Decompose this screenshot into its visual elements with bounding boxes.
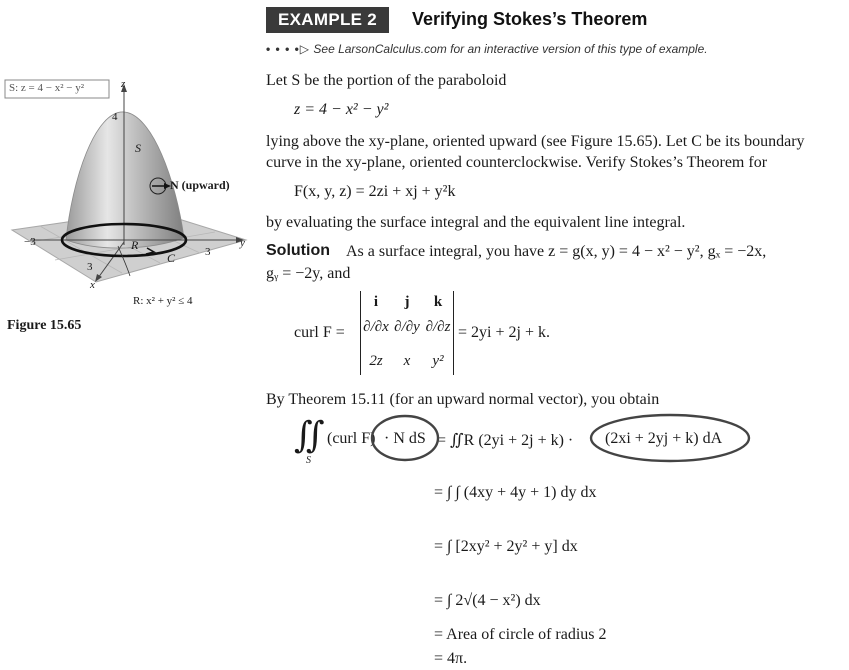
- curl-lhs: curl F =: [294, 324, 345, 341]
- det-cell-r2c3: ∂/∂z: [425, 319, 451, 335]
- equation-vector-field: F(x, y, z) = 2zi + xj + y²k: [294, 183, 456, 200]
- integral-1-left: (curl F): [327, 430, 376, 447]
- line-3: = ∫ [2xy² + 2y² + y] dx: [434, 538, 578, 555]
- integral-1-circled-2: (2xi + 2yj + k) dA: [605, 430, 723, 447]
- label-r: R: [131, 238, 139, 252]
- det-cell-r2c2: ∂/∂y: [394, 319, 420, 335]
- tick-neg3: −3: [24, 236, 36, 248]
- paragraph-3: by evaluating the surface integral and the equivalent line integral.: [266, 214, 686, 231]
- label-s: S: [135, 141, 141, 155]
- paragraph-4: By Theorem 15.11 (for an upward normal vector), you obtain: [266, 391, 660, 408]
- axis-y-label: y: [240, 237, 245, 249]
- example-badge: EXAMPLE 2: [266, 7, 389, 33]
- surface-label: S: z = 4 − x² − y²: [9, 82, 85, 94]
- det-cell-r3c3: y²: [432, 353, 444, 369]
- solution-label: Solution: [266, 242, 330, 259]
- circle-highlight-ndS: [372, 416, 438, 460]
- det-cell-r1c1: i: [373, 294, 379, 310]
- paragraph-2-line-2: curve in the xy-plane, oriented counterclockwise. Verify Stokes’s Theorem for: [266, 154, 768, 171]
- det-cell-r1c3: k: [433, 294, 443, 310]
- det-cell-r3c2: x: [403, 353, 411, 369]
- label-n: N (upward): [170, 178, 230, 192]
- subscript-s: S: [306, 455, 311, 466]
- det-cell-r2c1: ∂/∂x: [363, 319, 389, 335]
- tick-4: 4: [112, 111, 118, 123]
- line-5: = Area of circle of radius 2: [434, 626, 607, 643]
- axis-z-label: z: [121, 78, 126, 90]
- curl-rhs: = 2yi + 2j + k.: [458, 324, 550, 341]
- paragraph-1: Let S be the portion of the paraboloid: [266, 72, 507, 89]
- line-2: = ∫ ∫ (4xy + 4y + 1) dy dx: [434, 484, 597, 501]
- example-title: Verifying Stokes’s Theorem: [412, 9, 648, 29]
- solution-line-2: gᵧ = −2y, and: [266, 265, 351, 282]
- figure-caption: Figure 15.65: [7, 318, 82, 333]
- line-6: = 4π.: [434, 650, 468, 667]
- integral-1-circled: · N dS: [384, 430, 426, 447]
- line-4: = ∫ 2√(4 − x²) dx: [434, 592, 541, 609]
- solution-line-1: As a surface integral, you have z = g(x, y) = 4 − x² − y², gₓ = −2x,: [346, 243, 767, 260]
- region-label: R: x² + y² ≤ 4: [133, 295, 193, 307]
- integral-1-mid: = ∬R (2yi + 2j + k) ·: [437, 432, 574, 449]
- det-cell-r1c2: j: [404, 294, 410, 310]
- arrow-icon: • • • •▷: [266, 42, 311, 56]
- det-cell-r3c1: 2z: [369, 353, 383, 369]
- label-c: C: [167, 251, 176, 265]
- see-line-text: See LarsonCalculus.com for an interactive version of this type of example.: [313, 42, 708, 56]
- double-integral-s: ∬: [294, 415, 325, 456]
- paragraph-2-line-1: lying above the xy-plane, oriented upward (see Figure 15.65). Let C be its boundary: [266, 133, 805, 150]
- circle-highlight-normal-vector: [591, 415, 749, 461]
- equation-paraboloid: z = 4 − x² − y²: [294, 101, 389, 118]
- tick-3-x: 3: [87, 261, 93, 273]
- axis-x-label: x: [90, 279, 95, 291]
- tick-3-y: 3: [205, 246, 211, 258]
